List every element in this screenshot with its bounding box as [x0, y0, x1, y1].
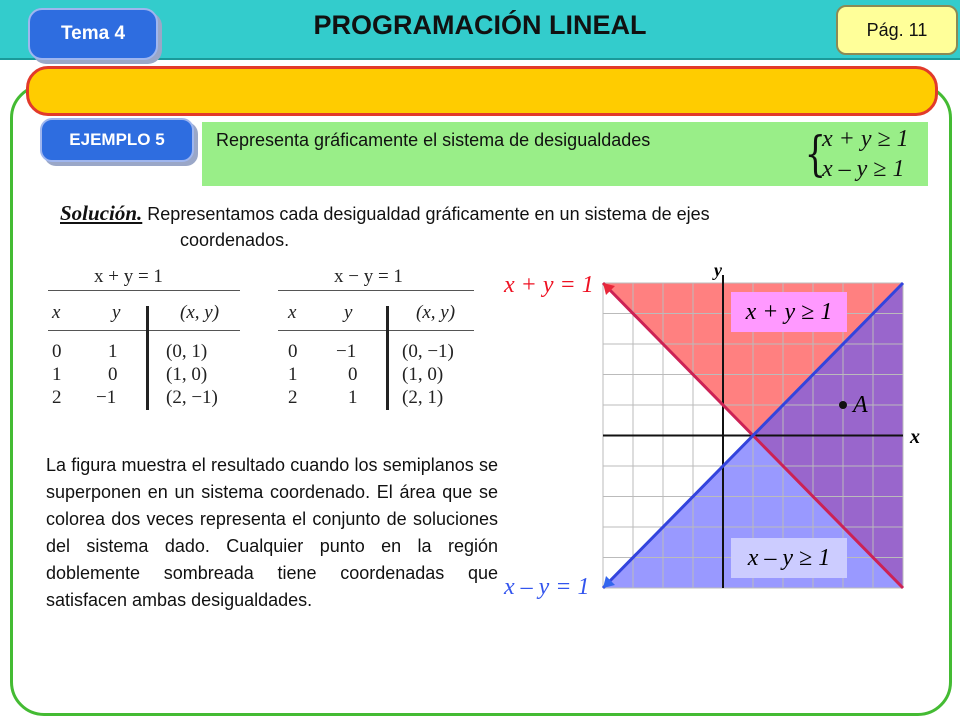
table-1-header-x: x [52, 302, 61, 323]
y-axis-label: y [714, 260, 722, 280]
explanation-paragraph: La figura muestra el resultado cuando los semiplanos se superponen en un sistema coordenado. El área que se colorea dos veces representa el conjunto de soluciones del sistema dado. Cualquier punto en la región doblemente sombreada tiene coordenadas que satisfacen ambas desigualdades. [46, 455, 498, 610]
page-title: PROGRAMACIÓN LINEAL [313, 10, 647, 40]
example-badge: EJEMPLO 5 [40, 118, 194, 162]
label-line-x-plus-y: x + y = 1 [504, 272, 594, 298]
table-cell: −1 [336, 341, 357, 362]
table-cell: 2 [288, 387, 298, 408]
page-number-badge: Pág. 11 [836, 5, 958, 55]
point-a-label: A [853, 392, 868, 418]
table-1-title: x + y = 1 [94, 266, 163, 287]
table-cell: 1 [288, 364, 298, 385]
table-2-header-xy: (x, y) [416, 302, 456, 323]
table-cell: (0, −1) [402, 341, 454, 362]
table-cell: 1 [348, 387, 358, 408]
table-cell: 0 [288, 341, 298, 362]
table-2-title: x − y = 1 [334, 266, 403, 287]
table-cell: −1 [96, 387, 117, 408]
system-brace: { [804, 126, 826, 182]
table-cell: (1, 0) [402, 364, 444, 385]
system-inequality-1: x + y ≥ 1 [822, 126, 909, 152]
table-2-header-y: y [344, 302, 353, 323]
region-label-x-minus-y: x – y ≥ 1 [731, 538, 847, 578]
table-cell: 0 [108, 364, 118, 385]
table-cell: 1 [52, 364, 62, 385]
table-cell: 2 [52, 387, 62, 408]
x-axis-label: x [910, 426, 920, 448]
table-cell: (0, 1) [166, 341, 208, 362]
solution-line-2: coordenados. [180, 230, 290, 250]
example-statement: Representa gráficamente el sistema de desigualdades [216, 130, 651, 150]
table-1-header-y: y [112, 302, 121, 323]
table-cell: 0 [348, 364, 358, 385]
table-cell: 1 [108, 341, 118, 362]
table-2-header-x: x [288, 302, 297, 323]
solution-label: Solución. [60, 201, 143, 225]
table-cell: (2, 1) [402, 387, 444, 408]
table-cell: (1, 0) [166, 364, 208, 385]
system-inequality-2: x – y ≥ 1 [822, 156, 905, 182]
table-1-header-xy: (x, y) [180, 302, 220, 323]
label-line-x-minus-y: x – y = 1 [504, 574, 590, 600]
solution-line-1: Representamos cada desigualdad gráficamente en un sistema de ejes [147, 204, 710, 224]
table-cell: (2, −1) [166, 387, 218, 408]
region-label-x-plus-y: x + y ≥ 1 [731, 292, 847, 332]
tema-badge: Tema 4 [28, 8, 158, 60]
point-a [839, 401, 847, 409]
table-cell: 0 [52, 341, 62, 362]
